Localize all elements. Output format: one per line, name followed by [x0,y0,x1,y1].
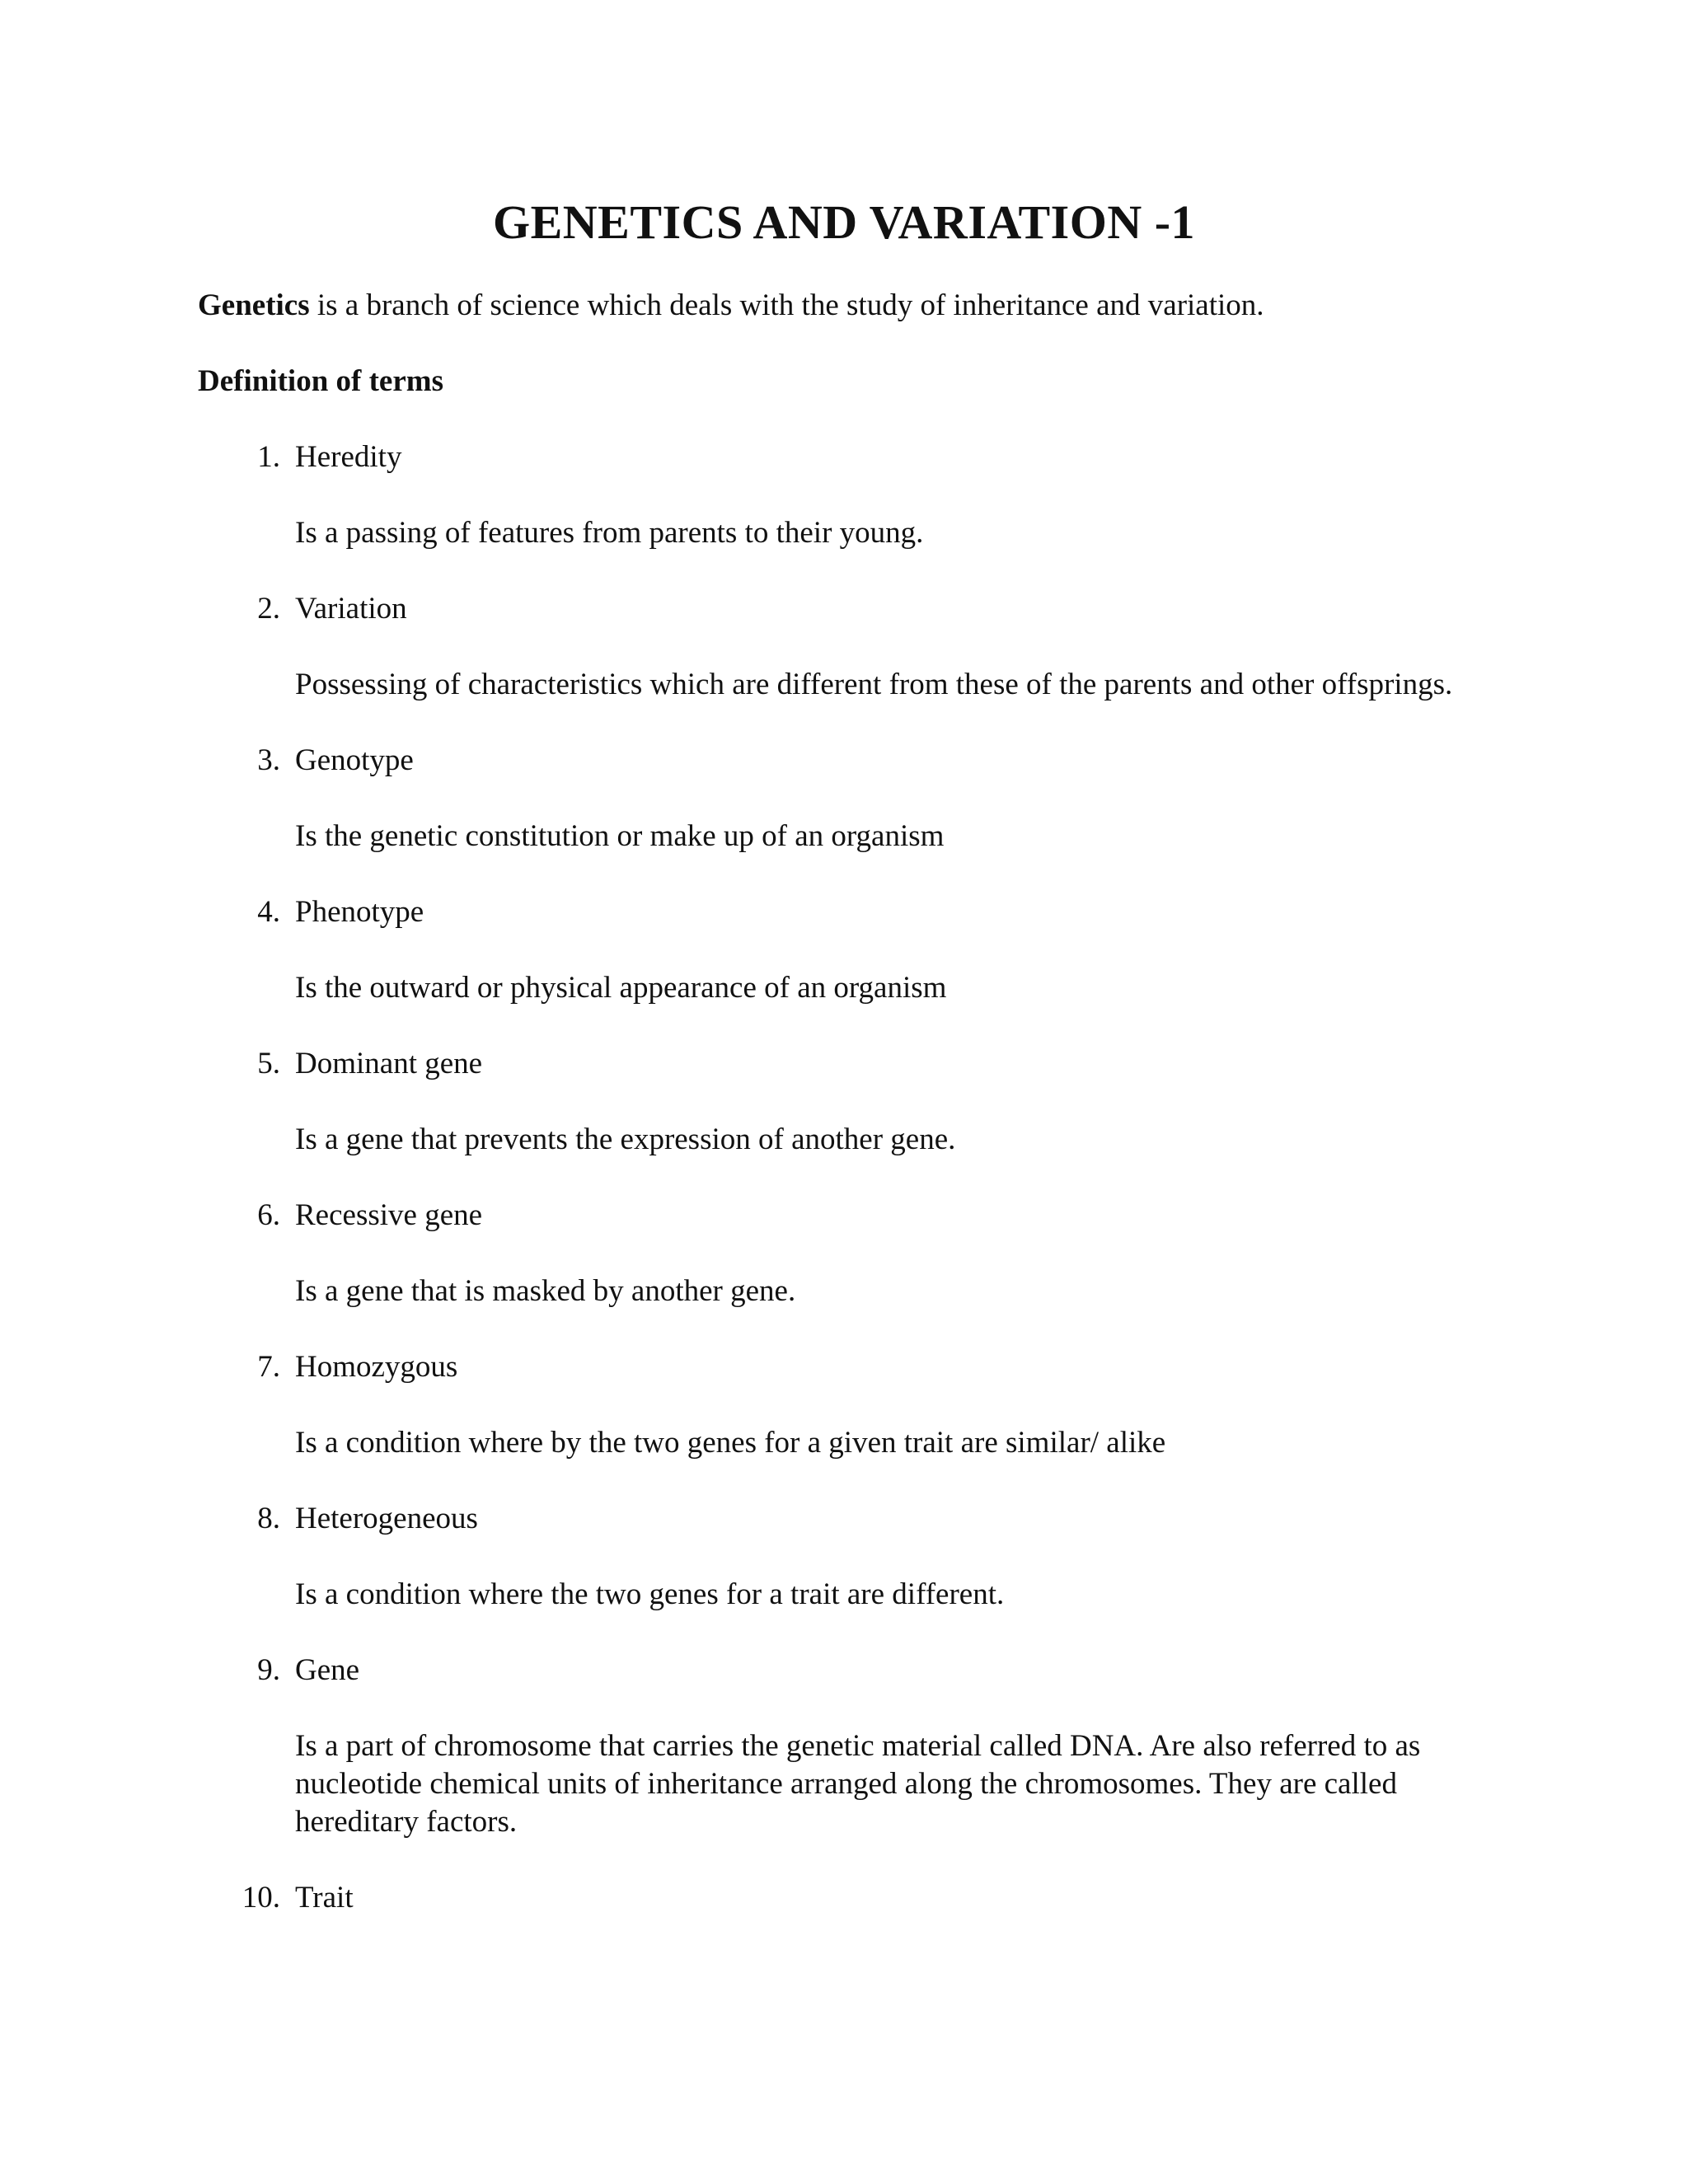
intro-term: Genetics [198,288,310,322]
definition-term: Recessive gene [295,1198,483,1232]
definition-term: Gene [295,1653,360,1687]
definition-number: 8. [257,1502,280,1535]
definition-term: Trait [295,1881,354,1915]
definition-description: Is the genetic constitution or make up of an organism [295,819,945,853]
definition-item [0,438,1688,552]
definition-number: 1. [257,440,280,474]
definition-description: Is a passing of features from parents to their young. [295,516,924,550]
definition-description: Is a condition where the two genes for a trait are different. [295,1577,1005,1611]
definition-term: Dominant gene [295,1047,483,1080]
definition-description: Is a gene that prevents the expression of another gene. [295,1122,956,1156]
definition-term: Heredity [295,440,402,474]
definition-item [0,1500,1688,1614]
definition-item [0,1197,1688,1310]
definition-term: Genotype [295,743,414,777]
definition-item [0,590,1688,704]
definition-description: Is a part of chromosome that carries the genetic material called DNA. Are also referred to as nucleotide chemical units of inheritance arranged along the chromosomes. They are called hereditary factors. [295,1729,1421,1839]
definition-number: 10. [241,1881,280,1915]
definition-item [0,742,1688,855]
definition-description: Is the outward or physical appearance of an organism [295,971,947,1005]
definition-description: Possessing of characteristics which are different from these of the parents and other offsprings. [295,668,1453,701]
page-title: GENETICS AND VARIATION -1 [492,195,1196,249]
definition-item [0,1879,1688,1917]
definition-term: Variation [295,592,407,626]
section-heading: Definition of terms [198,364,443,398]
definition-item [0,1045,1688,1159]
definition-number: 3. [257,743,280,777]
intro-text: is a branch of science which deals with the study of inheritance and variation. [309,288,1264,322]
definition-term: Phenotype [295,895,424,929]
definition-item [0,1652,1688,1841]
definition-number: 9. [257,1653,280,1687]
definition-number: 4. [257,895,280,929]
definition-term: Homozygous [295,1350,458,1384]
definition-number: 2. [257,592,280,626]
definition-number: 7. [257,1350,280,1384]
definition-list [0,438,1688,1955]
definition-number: 5. [257,1047,280,1080]
definition-item [0,1348,1688,1462]
definition-term: Heterogeneous [295,1502,478,1535]
intro-paragraph [198,287,1264,325]
definition-item [0,893,1688,1007]
definition-description: Is a gene that is masked by another gene. [295,1274,796,1308]
definition-description: Is a condition where by the two genes for a given trait are similar/ alike [295,1426,1166,1460]
definition-number: 6. [257,1198,280,1232]
